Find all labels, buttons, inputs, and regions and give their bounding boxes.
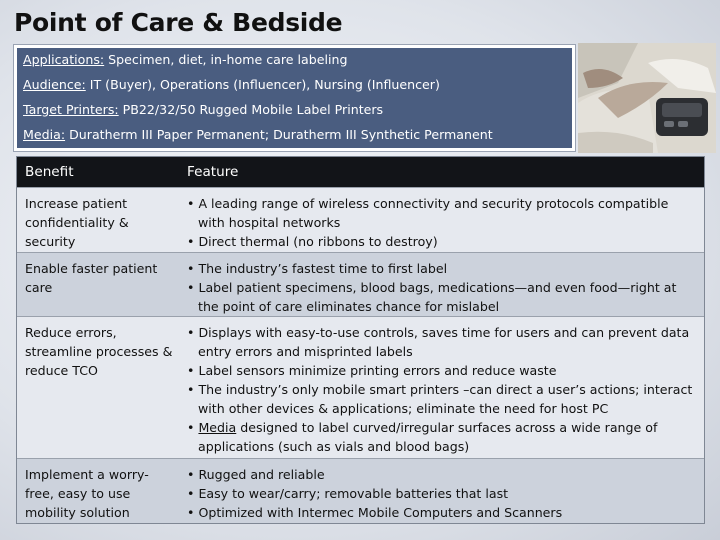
applications-text: Specimen, diet, in-home care labeling <box>104 52 348 67</box>
media-line <box>23 127 493 142</box>
feature-item: • Rugged and reliable <box>187 465 698 484</box>
applications-label: Applications: <box>23 52 105 67</box>
page-title: Point of Care & Bedside <box>14 8 343 37</box>
benefit-cell: Enable faster patient care <box>25 261 158 295</box>
header-feature: Feature <box>187 164 239 180</box>
feature-item: • Label patient specimens, blood bags, medications—and even food—right at the point of care eliminates chance for mislabel <box>187 278 698 316</box>
media-word: Media <box>198 420 237 435</box>
info-box <box>14 45 575 151</box>
audience-line <box>23 77 440 92</box>
table-row <box>17 187 704 252</box>
feature-cell <box>181 317 704 458</box>
feature-cell <box>181 253 704 316</box>
bedside-printer-photo <box>578 43 716 153</box>
table-header-row <box>17 157 704 187</box>
benefit-feature-table <box>16 156 705 524</box>
table-row <box>17 316 704 458</box>
table-row <box>17 458 704 523</box>
feature-item: • Label sensors minimize printing errors and reduce waste <box>187 361 698 380</box>
feature-item: • The industry’s only mobile smart printers –can direct a user’s actions; interact with other devices & applications; eliminate the need for host PC <box>187 380 698 418</box>
feature-item: • The industry’s fastest time to first label <box>187 259 698 278</box>
feature-item: • Displays with easy-to-use controls, saves time for users and can prevent data entry errors and misprinted labels <box>187 323 698 361</box>
feature-item: • Easy to wear/carry; removable batteries that last <box>187 484 698 503</box>
applications-line <box>23 52 347 67</box>
feature-cell <box>181 188 704 252</box>
feature-item: • Optimized with Intermec Mobile Computers and Scanners <box>187 503 698 522</box>
audience-text: IT (Buyer), Operations (Influencer), Nursing (Influencer) <box>85 77 440 92</box>
feature-item: • Direct thermal (no ribbons to destroy) <box>187 232 698 251</box>
printers-line <box>23 102 383 117</box>
printers-label: Target Printers: <box>23 102 119 117</box>
header-benefit: Benefit <box>25 164 74 180</box>
table-row <box>17 252 704 316</box>
benefit-cell: Increase patient confidentiality & security <box>25 196 129 249</box>
media-text: Duratherm III Paper Permanent; Duratherm III Synthetic Permanent <box>65 127 493 142</box>
photo-illustration <box>578 43 716 153</box>
benefit-cell: Implement a worry-free, easy to use mobility solution <box>25 467 149 520</box>
feature-item-media <box>187 418 698 456</box>
feature-cell <box>181 459 704 523</box>
feature-item: • A leading range of wireless connectivity and security protocols compatible with hospital networks <box>187 194 698 232</box>
media-label: Media: <box>23 127 66 142</box>
audience-label: Audience: <box>23 77 86 92</box>
media-rest: designed to label curved/irregular surfaces across a wide range of applications (such as vials and blood bags) <box>198 420 658 454</box>
benefit-cell: Reduce errors, streamline processes & reduce TCO <box>25 325 173 378</box>
printers-text: PB22/32/50 Rugged Mobile Label Printers <box>118 102 384 117</box>
